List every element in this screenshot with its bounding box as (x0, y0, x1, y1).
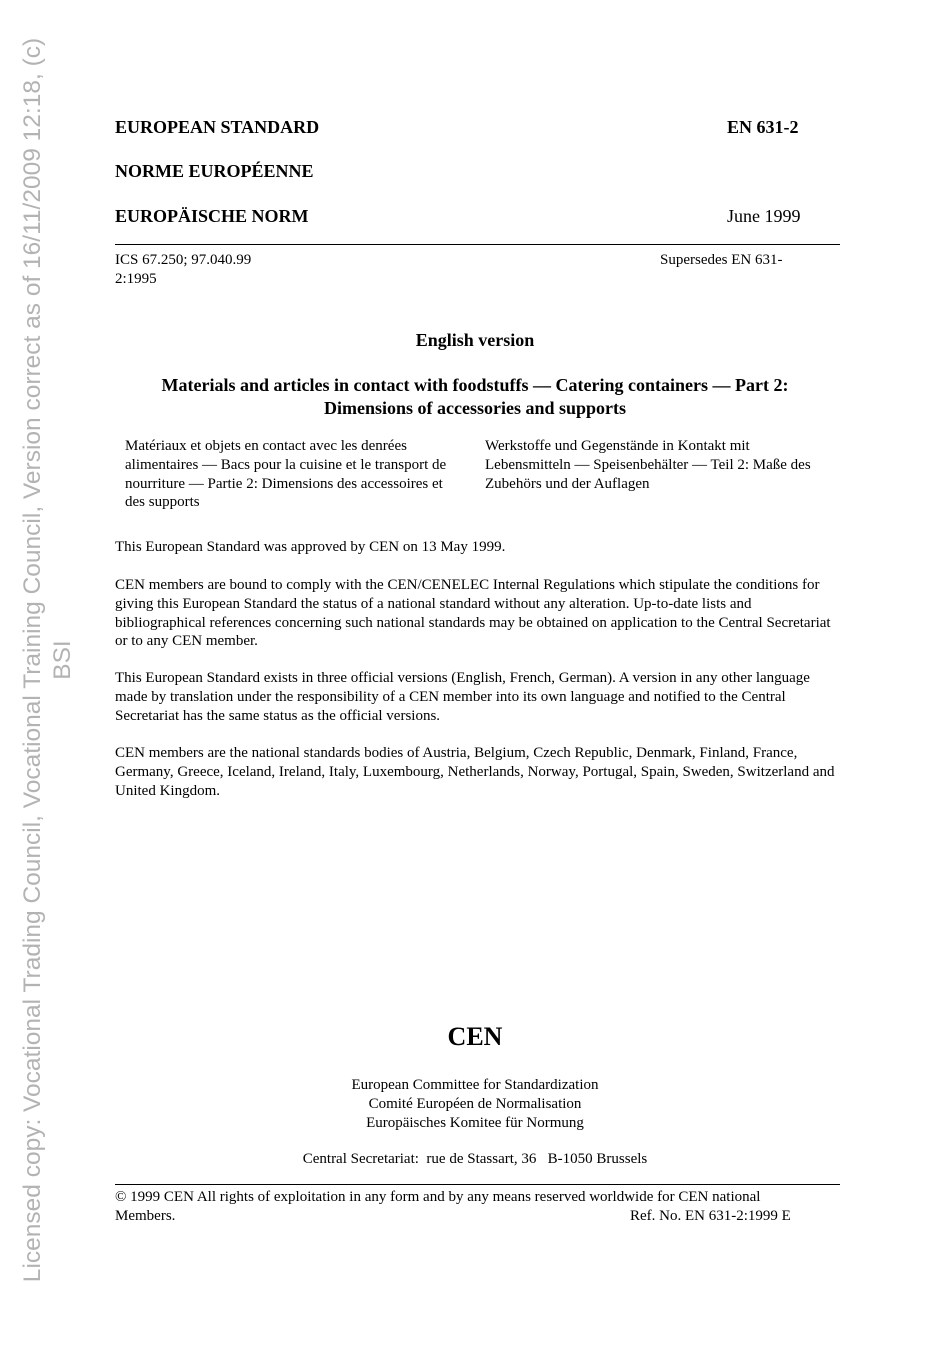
supersedes-line-1: Supersedes EN 631- (660, 252, 783, 268)
standard-number: EN 631-2 (727, 117, 799, 137)
cen-name-de: Europäisches Komitee für Normung (366, 1114, 584, 1131)
ics-codes: ICS 67.250; 97.040.99 (115, 252, 252, 268)
standard-title-en: EUROPEAN STANDARD (115, 117, 320, 137)
watermark-line-2: BSI (49, 640, 76, 680)
watermark-line-1: Licensed copy: Vocational Trading Council, Vocational Training Council, Version correct as of 16/11/2009 12:18, (c) (19, 37, 46, 1283)
title-german: Werkstoffe und Gegenstände in Kontakt mit Lebensmitteln — Speisenbehälter — Teil 2: Maße des Zubehörs und der Auflagen (485, 438, 811, 492)
header-divider (115, 244, 840, 245)
reference-number: Ref. No. EN 631-2:1999 E (630, 1208, 791, 1224)
cen-names (115, 1076, 835, 1132)
footer-divider (115, 1184, 840, 1185)
publication-date: June 1999 (727, 206, 801, 226)
standard-title-de: EUROPÄISCHE NORM (115, 206, 309, 226)
approval-paragraph: This European Standard was approved by CEN on 13 May 1999. (115, 539, 506, 555)
supersedes-line-2: 2:1995 (115, 271, 157, 287)
version-heading: English version (415, 330, 535, 350)
copyright-line-1: © 1999 CEN All rights of exploitation in any form and by any means reserved worldwide for CEN national (115, 1189, 761, 1205)
members-list-paragraph: CEN members are the national standards bodies of Austria, Belgium, Czech Republic, Denmark, Finland, France, Germany, Greece, Iceland, Ireland, Italy, Luxembourg, Netherlands, Norway, Portugal, Spain, Sweden, Switzerland and United Kingdom. (115, 745, 835, 799)
cen-name-en: European Committee for Standardization (351, 1077, 599, 1093)
document-title-line-2: Dimensions of accessories and supports (323, 398, 627, 418)
cen-name-fr: Comité Européen de Normalisation (368, 1095, 582, 1112)
members-bound-paragraph: CEN members are bound to comply with the CEN/CENELEC Internal Regulations which stipulate the conditions for giving this European Standard the status of a national standard without any alteration. Up-to-date lists and bibliographical references concerning such national standards may be obtained on application to the Central Secretariat or to any CEN member. (115, 577, 831, 650)
license-watermark (18, 0, 78, 1325)
title-french: Matériaux et objets en contact avec les denrées alimentaires — Bacs pour la cuisine et le transport de nourriture — Partie 2: Dimensions des accessoires et des supports (125, 438, 447, 511)
cen-logo: CEN (447, 1022, 503, 1051)
standard-title-fr: NORME EUROPÉENNE (115, 161, 314, 181)
copyright-line-2: Members. (115, 1208, 176, 1224)
document-title-line-1: Materials and articles in contact with foodstuffs — Catering containers — Part 2: (161, 375, 789, 395)
central-secretariat: Central Secretariat: rue de Stassart, 36 B-1050 Brussels (302, 1151, 648, 1167)
official-versions-paragraph: This European Standard exists in three official versions (English, French, German). A version in any other language made by translation under the responsibility of a CEN member into its own language and notified to the Central Secretariat has the same status as the official versions. (115, 670, 810, 724)
document-title (115, 374, 835, 420)
